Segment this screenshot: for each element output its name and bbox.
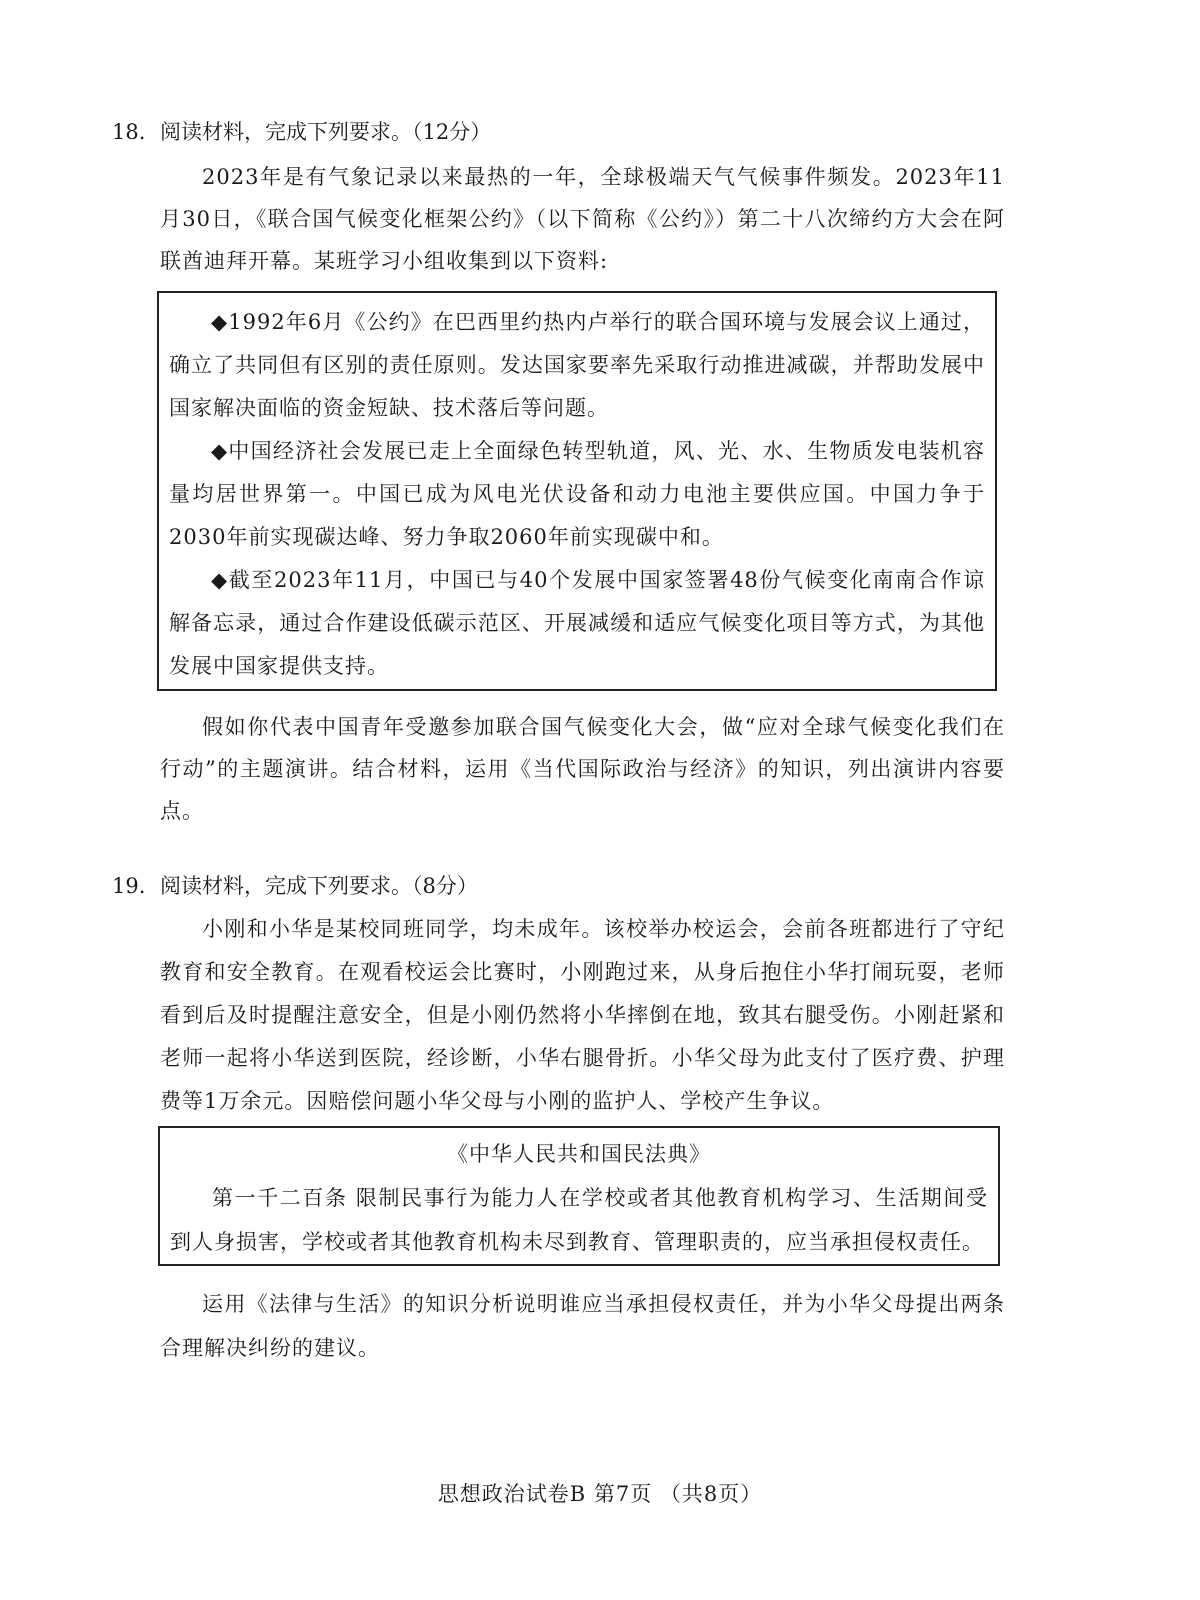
- question-18-heading: [112, 122, 1012, 142]
- law-title: 《中华人民共和国民法典》: [447, 1142, 711, 1166]
- material-box: [157, 291, 997, 691]
- question-18-requirement: 假如你代表中国青年受邀参加联合国气候变化大会，做“应对全球气候变化我们在行动”的主题演讲。结合材料，运用《当代国际政治与经济》的知识，列出演讲内容要点。: [160, 715, 1005, 823]
- page-footer: 思想政治试卷B 第7页 （共8页）: [437, 1482, 763, 1506]
- law-excerpt-box: [158, 1126, 1000, 1266]
- question-19-intro: 小刚和小华是某校同班同学，均未成年。该校举办校运会，会前各班都进行了守纪教育和安全教育。在观看校运会比赛时，小刚跑过来，从身后抱住小华打闹玩耍，老师看到后及时提醒注意安全，但是小刚仍然将小华摔倒在地，致其右腿受伤。小刚赶紧和老师一起将小华送到医院，经诊断，小华右腿骨折。小华父母为此支付了医疗费、护理费等1万余元。因赔偿问题小华父母与小刚的监护人、学校产生争议。: [160, 917, 1005, 1113]
- question-number: 18.: [112, 120, 146, 144]
- material-item: ◆1992年6月《公约》在巴西里约热内卢举行的联合国环境与发展会议上通过，确立了共同但有区别的责任原则。发达国家要率先采取行动推进减碳，并帮助发展中国家解决面临的资金短缺、技术落后等问题。: [169, 310, 985, 420]
- material-item: ◆截至2023年11月，中国已与40个发展中国家签署48份气候变化南南合作谅解备忘录，通过合作建设低碳示范区、开展减缓和适应气候变化项目等方式，为其他发展中国家提供支持。: [169, 568, 985, 678]
- question-18-intro: 2023年是有气象记录以来最热的一年，全球极端天气气候事件频发。2023年11月30日，《联合国气候变化框架公约》（以下简称《公约》）第二十八次缔约方大会在阿联酋迪拜开幕。某班学习小组收集到以下资料:: [160, 165, 1005, 273]
- question-number: 19.: [112, 874, 146, 898]
- question-heading-text: 阅读材料，完成下列要求。（8分）: [160, 874, 478, 898]
- material-item: ◆中国经济社会发展已走上全面绿色转型轨道，风、光、水、生物质发电装机容量均居世界第一。中国已成为风电光伏设备和动力电池主要供应国。中国力争于2030年前实现碳达峰、努力争取2060年前实现碳中和。: [169, 439, 985, 549]
- question-heading-text: 阅读材料，完成下列要求。（12分）: [160, 120, 492, 144]
- question-19-heading: [112, 876, 1012, 896]
- question-19-requirement: 运用《法律与生活》的知识分析说明谁应当承担侵权责任，并为小华父母提出两条合理解决纠纷的建议。: [160, 1292, 1005, 1360]
- law-article: 第一千二百条 限制民事行为能力人在学校或者其他教育机构学习、生活期间受到人身损害，学校或者其他教育机构未尽到教育、管理职责的，应当承担侵权责任。: [170, 1186, 988, 1254]
